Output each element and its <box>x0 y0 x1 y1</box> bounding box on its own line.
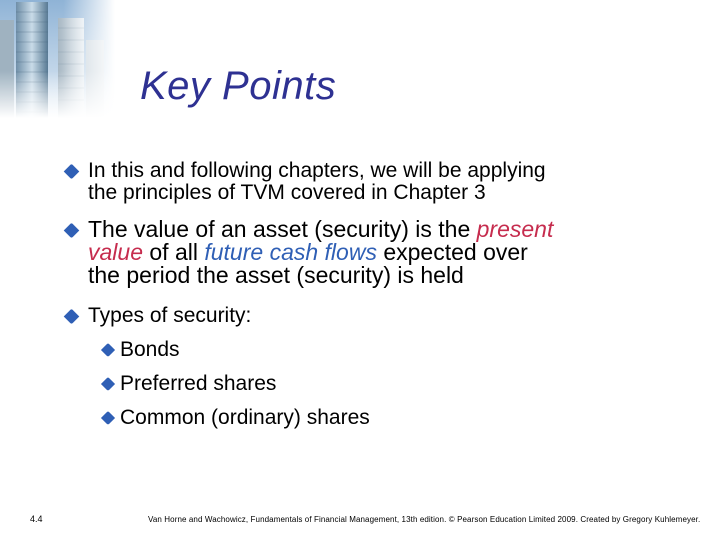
bullet-1-line-1: In this and following chapters, we will be applying <box>88 159 546 182</box>
bullet-1 <box>88 160 678 204</box>
sub-bullet-bonds: Bonds <box>120 338 180 361</box>
bullet-1-line-2: the principles of TVM covered in Chapter 3 <box>88 181 486 204</box>
diamond-bullet-icon <box>101 343 115 357</box>
emphasis-value: value <box>88 239 143 265</box>
bullet-3-line-1: Types of security: <box>88 304 252 327</box>
diamond-bullet-icon <box>101 377 115 391</box>
sub-bullet-common-shares: Common (ordinary) shares <box>120 406 370 429</box>
bullet-2-line-2 <box>88 241 678 264</box>
bullet-2-line-3: the period the asset (security) is held <box>88 262 464 288</box>
diamond-bullet-icon <box>101 411 115 425</box>
emphasis-future-cash-flows: future cash flows <box>204 239 377 265</box>
bullet-2-text: of all <box>142 239 205 265</box>
slide-number: 4.4 <box>30 514 43 524</box>
sub-bullet-preferred-shares: Preferred shares <box>120 372 277 395</box>
footer-citation: Van Horne and Wachowicz, Fundamentals of Financial Management, 13th edition. © Pearson Education Limited 2009. Created by Gregory Kuhlemeyer. <box>148 515 701 524</box>
diamond-bullet-icon <box>64 164 80 180</box>
bullet-2 <box>88 218 678 287</box>
bullet-2-line-1 <box>88 218 678 241</box>
slide-title: Key Points <box>140 64 337 108</box>
emphasis-present: present <box>476 216 554 242</box>
diamond-bullet-icon <box>64 223 80 239</box>
diamond-bullet-icon <box>64 309 80 325</box>
bullet-2-text: expected over <box>376 239 528 265</box>
bullet-3 <box>88 305 678 327</box>
bullet-2-text: The value of an asset (security) is the <box>88 216 477 242</box>
